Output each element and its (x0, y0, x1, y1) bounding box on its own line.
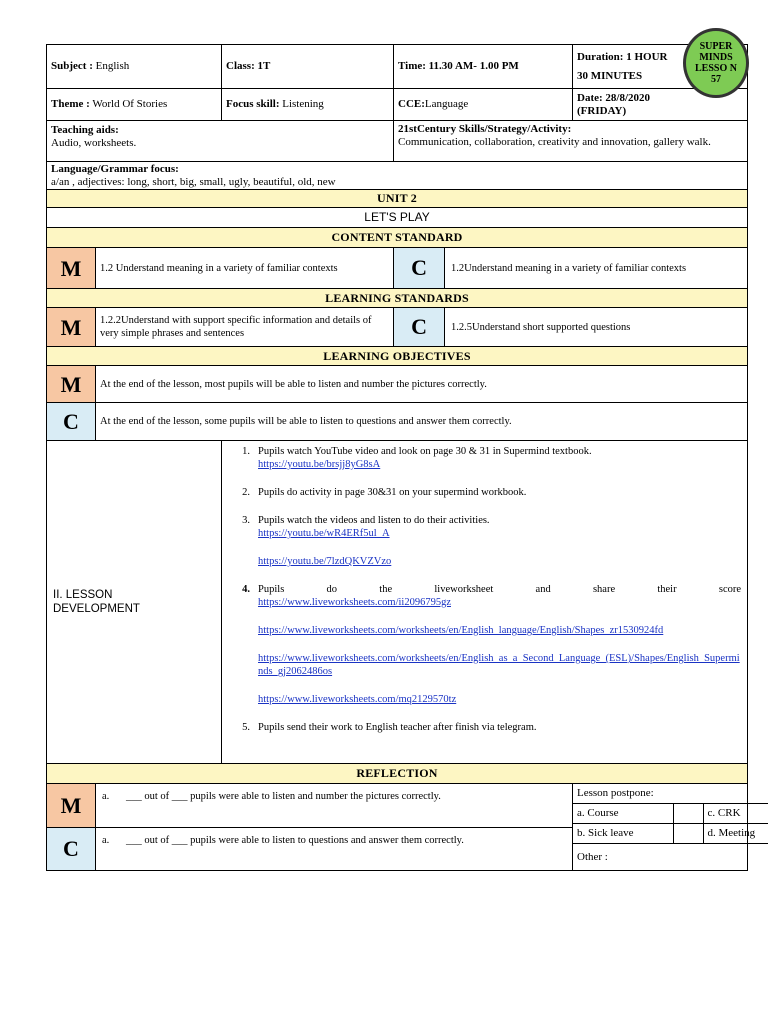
lesson-steps-cell (222, 441, 748, 764)
focus-skill-cell (222, 89, 394, 121)
grammar-cell (47, 162, 748, 190)
theme-label: Theme : (51, 98, 90, 110)
learning-standards-c-badge: C (394, 308, 445, 346)
liveworksheet-link-3[interactable]: https://www.liveworksheets.com/worksheets/en/English_as_a_Second_Language_(ESL)/Shapes/English_Superminds_gj2062486os (258, 653, 740, 677)
duration-line-2: 30 MINUTES (577, 69, 643, 82)
learning-objectives-c-row (47, 403, 748, 441)
teaching-aids-label: Teaching aids: (51, 124, 119, 136)
grammar-label: Language/Grammar focus: (51, 163, 179, 175)
lesson-step-1-number: 1. (242, 446, 251, 457)
date-line-2: (FRIDAY) (577, 104, 627, 117)
lesson-step-2-number: 2. (242, 487, 251, 498)
superminds-lesson-badge (683, 28, 749, 98)
liveworksheet-link-2[interactable]: https://www.liveworksheets.com/worksheets/en/English_language/English/Shapes_zr1530924fd (258, 625, 664, 636)
lesson-development-label (47, 441, 222, 764)
reflection-row (47, 784, 748, 871)
teaching-aids-cell (47, 121, 394, 162)
reflection-m-badge: M (47, 784, 96, 827)
focus-skill-label: Focus skill: (226, 98, 280, 110)
liveworksheet-link-4[interactable]: https://www.liveworksheets.com/mq2129570tz (258, 694, 457, 705)
theme-value: World Of Stories (92, 98, 168, 110)
learning-objectives-m-row (47, 366, 748, 403)
subject-value: English (95, 60, 130, 72)
header-row-2 (47, 89, 748, 121)
content-standard-row (47, 248, 748, 289)
lesson-step-5 (226, 721, 741, 734)
subject-label: Subject : (51, 60, 93, 72)
lesson-development-row (47, 441, 748, 764)
lesson-step-5-text: Pupils send their work to English teacher after finish via telegram. (258, 722, 537, 733)
date-line-1: Date: 28/8/2020 (577, 91, 651, 104)
reflection-c-badge: C (47, 828, 96, 870)
duration-line-1: Duration: 1 HOUR (577, 50, 668, 63)
cce-cell (394, 89, 573, 121)
lesson-step-4 (226, 583, 741, 706)
time-cell: Time: 11.30 AM- 1.00 PM (394, 45, 573, 89)
postpone-checkbox-sick-leave[interactable] (673, 824, 703, 844)
reflection-c-text: ___ out of ___ pupils were able to listen to questions and answer them correctly. (126, 835, 464, 846)
badge-text: SUPER MINDS LESSO N 57 (695, 41, 737, 85)
grammar-row (47, 162, 748, 190)
content-standard-heading: CONTENT STANDARD (47, 228, 748, 248)
lesson-step-3-number: 3. (242, 515, 251, 526)
theme-cell (47, 89, 222, 121)
learning-objectives-m-badge: M (47, 366, 96, 403)
reflection-m-item-marker: a. (102, 791, 110, 802)
learning-standards-heading: LEARNING STANDARDS (47, 289, 748, 308)
lesson-step-3-text: Pupils watch the videos and listen to do their activities. (258, 515, 490, 526)
postpone-option-crk: c. CRK (703, 804, 768, 824)
liveworksheet-link-1[interactable]: https://www.liveworksheets.com/ii2096795gz (258, 597, 451, 608)
learning-objectives-c-badge: C (47, 403, 96, 441)
focus-skill-value: Listening (282, 98, 324, 110)
subject-cell (47, 45, 222, 89)
reflection-heading: REFLECTION (47, 764, 748, 784)
postpone-option-meeting: d. Meeting (703, 824, 768, 844)
youtube-link-video-1[interactable]: https://youtu.be/wR4ERf5ul_A (258, 528, 390, 539)
postpone-checkbox-course[interactable] (673, 804, 703, 824)
unit-subtitle: LET'S PLAY (47, 208, 748, 228)
content-standard-c-text: 1.2Understand meaning in a variety of familiar contexts (451, 262, 687, 274)
lesson-step-4-text: Pupils do the liveworksheet and share their score (258, 584, 742, 595)
learning-standards-row (47, 308, 748, 347)
lesson-development-label-line-1: II. LESSON (53, 589, 113, 601)
lesson-development-label-line-2: DEVELOPMENT (53, 603, 140, 615)
lesson-steps-list (226, 445, 741, 734)
content-standard-m-badge: M (47, 248, 96, 289)
reflection-left-cell (47, 784, 573, 871)
lesson-step-3 (226, 514, 741, 568)
postpone-other: Other : (573, 844, 768, 871)
learning-standards-c-cell (394, 308, 748, 347)
header-row-3 (47, 121, 748, 162)
century-skills-label: 21stCentury Skills/Strategy/Activity: (398, 123, 572, 135)
century-skills-value: Communication, collaboration, creativity and innovation, gallery walk. (398, 136, 711, 148)
content-standard-m-text: 1.2 Understand meaning in a variety of familiar contexts (96, 248, 394, 289)
postpone-option-course: a. Course (573, 804, 673, 824)
learning-standards-c-text: 1.2.5Understand short supported questions (451, 321, 631, 333)
lesson-postpone-cell (573, 784, 756, 871)
century-skills-cell (394, 121, 748, 162)
content-standard-c-cell (394, 248, 748, 289)
header-row-1 (47, 45, 748, 89)
lesson-step-2-text: Pupils do activity in page 30&31 on your supermind workbook. (258, 487, 527, 498)
learning-objectives-c-text: At the end of the lesson, some pupils will be able to listen to questions and answer them correctly. (96, 403, 748, 441)
learning-objectives-heading: LEARNING OBJECTIVES (47, 347, 748, 366)
reflection-c-item-marker: a. (102, 835, 110, 846)
lesson-step-4-number: 4. (242, 584, 251, 595)
grammar-value: a/an , adjectives: long, short, big, small, ugly, beautiful, old, new (51, 176, 336, 188)
youtube-link-video-2[interactable]: https://youtu.be/7lzdQKVZVzo (258, 556, 392, 567)
cce-label: CCE: (398, 98, 425, 110)
learning-standards-m-badge: M (47, 308, 96, 347)
reflection-m-text: ___ out of ___ pupils were able to listen and number the pictures correctly. (126, 791, 441, 802)
class-cell: Class: 1T (222, 45, 394, 89)
cce-value: Language (424, 98, 469, 110)
lesson-step-5-number: 5. (242, 722, 251, 733)
youtube-link-textbook[interactable]: https://youtu.be/brsjj8yG8sA (258, 459, 381, 470)
content-standard-c-badge: C (394, 248, 445, 288)
postpone-option-sick-leave: b. Sick leave (573, 824, 673, 844)
lesson-plan-document (46, 44, 756, 871)
lesson-step-1 (226, 445, 741, 471)
lesson-postpone-label: Lesson postpone: (573, 784, 768, 804)
lesson-plan-table (46, 44, 756, 871)
lesson-step-1-text: Pupils watch YouTube video and look on page 30 & 31 in Supermind textbook. (258, 446, 592, 457)
learning-standards-m-text: 1.2.2Understand with support specific information and details of very simple phrases and sentences (96, 308, 394, 347)
learning-objectives-m-text: At the end of the lesson, most pupils will be able to listen and number the pictures correctly. (96, 366, 748, 403)
lesson-step-2 (226, 486, 741, 499)
teaching-aids-value: Audio, worksheets. (51, 137, 137, 149)
unit-title: UNIT 2 (47, 190, 748, 208)
